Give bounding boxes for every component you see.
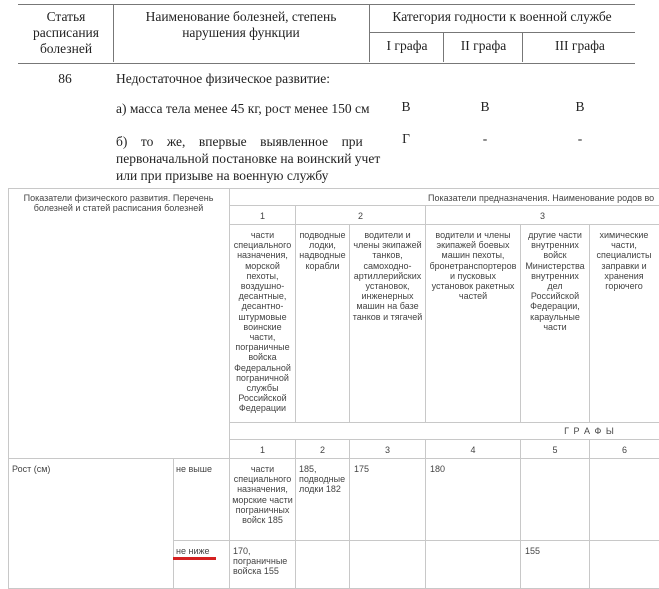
grid-line — [520, 439, 521, 589]
article-number: 86 — [58, 71, 72, 86]
indicators-header: Показатели физического развития. Перечень болезней и статей расписания болезней — [23, 193, 214, 214]
item-b-graph-2: - — [482, 131, 488, 146]
item-b-line-3: или при призыве на военную службу — [116, 168, 329, 183]
grid-line — [229, 439, 659, 440]
grid-line — [229, 422, 659, 423]
divider — [113, 4, 114, 62]
red-highlight-underline — [173, 557, 216, 560]
graph-number-6: 6 — [621, 445, 627, 455]
purpose-header: Показатели предназначения. Наименование родов во — [428, 193, 655, 203]
grid-line — [589, 224, 590, 422]
divider — [443, 32, 444, 62]
max-value-graph-4: 180 — [430, 464, 446, 474]
item-b-graph-1: Г — [402, 131, 410, 146]
graph-1-header: I графа — [386, 38, 428, 53]
regulation-table — [0, 0, 659, 190]
disease-name-header: Наименование болезней, степень нарушения функции — [145, 9, 337, 40]
item-b-graph-3: - — [577, 131, 583, 146]
item-b-line-2: первоначальной постановке на воинский учет — [116, 151, 381, 166]
max-value-graph-3: 175 — [354, 464, 370, 474]
item-a-graph-1: В — [401, 99, 411, 114]
min-value-graph-1: 170, пограничные войска 155 — [233, 546, 288, 577]
grid-line — [295, 439, 296, 589]
column-4-description: водители и члены экипажей боевых машин пехоты, бронетранспортеров и пусковых установок ракетных частей — [429, 230, 517, 302]
article-header: Статья расписания болезней — [33, 9, 99, 56]
column-3-description: водители и члены экипажей танков, самоходно-артиллерийских установок, инженерных машин на базе танков и тягачей — [352, 230, 423, 322]
grid-line — [425, 439, 426, 589]
item-b-line-1: б) то же, впервые выявленное при — [116, 134, 363, 149]
group-2-number: 2 — [357, 211, 363, 221]
grid-line — [8, 188, 9, 589]
column-1-description: части специального назначения, морской пехоты, воздушно-десантные, десантно-штурмовые воинские части, пограничные войска Федеральной пограничной службы Российской Федерации — [233, 230, 292, 414]
grid-line — [520, 224, 521, 422]
min-value-graph-5: 155 — [525, 546, 541, 556]
column-6-description: химические части, специалисты заправки и хранения горючего — [596, 230, 652, 292]
item-a-graph-3: В — [575, 99, 585, 114]
graph-number-4: 4 — [470, 445, 476, 455]
max-value-graph-2: 185, подводные лодки 182 — [299, 464, 346, 495]
divider — [369, 4, 370, 62]
category-header: Категория годности к военной службе — [392, 9, 612, 24]
divider — [522, 32, 523, 62]
grafy-label: Г Р А Ф Ы — [564, 426, 615, 436]
grid-line — [229, 224, 659, 225]
grid-line — [349, 224, 350, 422]
max-value-graph-1: части специального назначения, морские части пограничных войск 185 — [232, 464, 293, 526]
graph-number-3: 3 — [384, 445, 390, 455]
graph-number-5: 5 — [552, 445, 558, 455]
grid-line — [229, 205, 659, 206]
column-5-description: другие части внутренних войск Министерства внутренних дел Российской Федерации, караульные части — [525, 230, 585, 332]
item-a-graph-2: В — [480, 99, 490, 114]
column-2-description: подводные лодки, надводные корабли — [299, 230, 346, 271]
grid-line — [229, 188, 230, 589]
grid-line — [349, 439, 350, 589]
min-sub-label: не ниже — [176, 546, 210, 556]
grid-line — [173, 540, 659, 541]
item-a-text: а) масса тела менее 45 кг, рост менее 150 см — [116, 101, 370, 116]
grid-line — [8, 458, 659, 459]
grid-line — [8, 188, 659, 189]
grid-line — [173, 458, 174, 589]
graph-3-header: III графа — [555, 38, 605, 53]
graph-number-2: 2 — [319, 445, 325, 455]
group-3-number: 3 — [539, 211, 545, 221]
grid-line — [425, 205, 426, 422]
physical-development-table — [0, 188, 659, 589]
group-1-number: 1 — [259, 211, 265, 221]
grid-line — [295, 205, 296, 422]
max-sub-label: не выше — [176, 464, 212, 474]
graph-2-header: II графа — [460, 38, 507, 53]
row-title: Недостаточное физическое развитие: — [116, 71, 330, 86]
height-row-label: Рост (см) — [12, 464, 51, 474]
grid-line — [589, 439, 590, 589]
graph-number-1: 1 — [259, 445, 265, 455]
divider — [369, 32, 635, 33]
